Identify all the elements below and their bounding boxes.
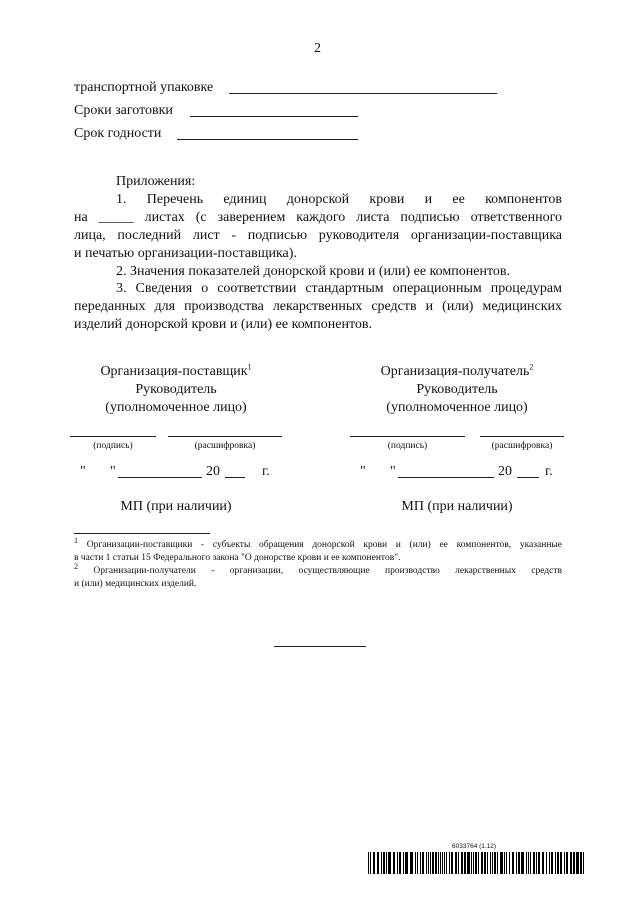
footnote-1-number: 1 bbox=[74, 535, 78, 545]
receiver-title-text: Организация-получатель bbox=[380, 364, 530, 379]
barcode-bar bbox=[560, 852, 562, 874]
supplier-stamp: МП (при наличии) bbox=[120, 499, 232, 514]
supplier-date-month-line bbox=[118, 477, 202, 478]
barcode-bar bbox=[518, 852, 520, 874]
barcode-bar bbox=[500, 852, 503, 874]
barcode-bar bbox=[430, 852, 431, 874]
attachment-1-line-2: на _____ листах (с заверением каждого листа подписью ответственного bbox=[74, 210, 562, 225]
barcode-bar bbox=[490, 852, 491, 874]
barcode-bar bbox=[481, 852, 483, 874]
barcode-bar bbox=[397, 852, 398, 874]
barcode-bar bbox=[446, 852, 447, 874]
barcode-bar bbox=[549, 852, 550, 874]
barcode-bar bbox=[583, 852, 584, 874]
barcode-bar bbox=[422, 852, 424, 874]
barcode-bar bbox=[546, 852, 547, 874]
expiry-line bbox=[177, 139, 358, 140]
barcode-bar bbox=[370, 852, 371, 874]
footnote-1-line-1 bbox=[74, 535, 563, 552]
attachment-1-line-1: 1. Перечень единиц донорской крови и ее компонентов bbox=[116, 192, 562, 207]
receiver-sign-label: (подпись) bbox=[387, 441, 428, 451]
barcode-bar bbox=[383, 852, 385, 874]
barcode-bar bbox=[415, 852, 416, 874]
barcode-bar bbox=[564, 852, 565, 874]
attachment-3-line-3: изделий донорской крови и (или) ее компонентов. bbox=[74, 317, 373, 332]
receiver-decode-label: (расшифровка) bbox=[491, 441, 553, 451]
barcode-bar bbox=[504, 852, 505, 874]
receiver-date-quote-open: " bbox=[360, 464, 366, 479]
barcode-bar bbox=[551, 852, 553, 874]
supplier-role-note: (уполномоченное лицо) bbox=[105, 400, 247, 415]
barcode-bar bbox=[368, 852, 369, 874]
receiver-role-note: (уполномоченное лицо) bbox=[386, 400, 528, 415]
barcode-bar bbox=[555, 852, 556, 874]
receiver-stamp: МП (при наличии) bbox=[401, 499, 513, 514]
barcode-bar bbox=[442, 852, 443, 874]
footnote-2-line-2: и (или) медицинских изделий. bbox=[74, 579, 197, 589]
page-number: 2 bbox=[314, 41, 321, 56]
barcode-bar bbox=[492, 852, 493, 874]
supplier-date-quote-open: " bbox=[80, 464, 86, 479]
footnote-separator bbox=[74, 533, 210, 534]
barcode-bar bbox=[426, 852, 427, 874]
barcode-bar bbox=[444, 852, 445, 874]
barcode-bar bbox=[435, 852, 437, 874]
attachment-3-line-1: 3. Сведения о соответствии стандартным операционным процедурам bbox=[116, 281, 562, 296]
barcode-bar bbox=[449, 852, 450, 874]
barcode-bar bbox=[497, 852, 498, 874]
transport-label: транспортной упаковке bbox=[74, 80, 214, 95]
procurement-line bbox=[190, 116, 358, 117]
end-rule bbox=[274, 646, 366, 647]
barcode-bar bbox=[484, 852, 486, 874]
expiry-label: Срок годности bbox=[74, 126, 162, 141]
barcode-bar bbox=[580, 852, 582, 874]
footnote-1-line-2: в части 1 статьи 15 Федерального закона "О донорстве крови и ее компонентов". bbox=[74, 553, 401, 563]
supplier-sign-line bbox=[70, 436, 156, 437]
supplier-decode-line bbox=[168, 436, 282, 437]
barcode-bar bbox=[538, 852, 540, 874]
barcode-bar bbox=[393, 852, 395, 874]
barcode-bar bbox=[405, 852, 408, 874]
barcode-bar bbox=[420, 852, 421, 874]
barcode-bar bbox=[576, 852, 579, 874]
supplier-decode-label: (расшифровка) bbox=[194, 441, 256, 451]
barcode-bar bbox=[471, 852, 472, 874]
attachment-2: 2. Значения показателей донорской крови и (или) ее компонентов. bbox=[116, 264, 510, 279]
receiver-sign-line bbox=[350, 436, 465, 437]
barcode-bar bbox=[533, 852, 535, 874]
barcode-bar bbox=[373, 852, 375, 874]
barcode-bar bbox=[570, 852, 572, 874]
supplier-date-suffix: г. bbox=[262, 464, 270, 479]
receiver-date-suffix: г. bbox=[545, 464, 553, 479]
receiver-date-quote-close: " bbox=[390, 464, 396, 479]
supplier-date-year-line bbox=[225, 477, 245, 478]
supplier-title bbox=[70, 363, 282, 381]
barcode-bar bbox=[536, 852, 537, 874]
barcode-bar bbox=[432, 852, 434, 874]
barcode-image bbox=[368, 852, 586, 874]
barcode-bar bbox=[530, 852, 531, 874]
barcode-bar bbox=[506, 852, 507, 874]
supplier-date-year: 20 bbox=[206, 464, 220, 479]
supplier-date-quote-close: " bbox=[110, 464, 116, 479]
receiver-role: Руководитель bbox=[416, 382, 498, 397]
barcode-bar bbox=[399, 852, 401, 874]
barcode-bar bbox=[410, 852, 413, 874]
receiver-date-year-line bbox=[517, 477, 539, 478]
footnote-2-text: Организации-получатели - организации, осуществляющие производство лекарственных средств bbox=[93, 566, 562, 576]
receiver-date-month-line bbox=[398, 477, 494, 478]
footnote-1-text: Организации-поставщики - субъекты обращения донорской крови и (или) ее компонентов, указанные bbox=[86, 540, 563, 550]
supplier-title-text: Организация-поставщик bbox=[100, 364, 248, 379]
barcode-bar bbox=[509, 852, 510, 874]
barcode-bar bbox=[557, 852, 559, 874]
footnote-2-number: 2 bbox=[74, 561, 78, 571]
barcode-bar bbox=[516, 852, 517, 874]
barcode-bar bbox=[417, 852, 418, 874]
barcode-bar bbox=[386, 852, 387, 874]
barcode-bar bbox=[455, 852, 457, 874]
supplier-sign-label: (подпись) bbox=[93, 441, 133, 451]
barcode-bar bbox=[438, 852, 439, 874]
receiver-decode-line bbox=[480, 436, 564, 437]
barcode-bar bbox=[467, 852, 470, 874]
barcode-bar bbox=[526, 852, 527, 874]
barcode-bar bbox=[440, 852, 441, 874]
supplier-role: Руководитель bbox=[135, 382, 217, 397]
barcode-bar bbox=[464, 852, 466, 874]
barcode-bar bbox=[542, 852, 544, 874]
attachment-1-line-3: лица, последний лист - подписью руководителя организации-поставщика bbox=[74, 228, 562, 243]
barcode-bar bbox=[494, 852, 496, 874]
barcode-bar bbox=[461, 852, 463, 874]
barcode-bar bbox=[458, 852, 459, 874]
attachment-1-line-4: и печатью организации-поставщика). bbox=[74, 246, 297, 261]
barcode-bar bbox=[573, 852, 575, 874]
barcode-bar bbox=[478, 852, 479, 874]
receiver-date-year: 20 bbox=[498, 464, 512, 479]
barcode-bar bbox=[487, 852, 488, 874]
barcode-bar bbox=[451, 852, 453, 874]
receiver-title bbox=[350, 363, 564, 381]
barcode-bar bbox=[428, 852, 429, 874]
barcode-bar bbox=[528, 852, 529, 874]
barcode-bar bbox=[512, 852, 514, 874]
transport-line bbox=[229, 93, 497, 94]
footnote-2-line-1 bbox=[74, 561, 562, 578]
barcode-bar bbox=[403, 852, 404, 874]
receiver-footnote-ref: 2 bbox=[529, 362, 534, 372]
barcode-caption: 6033764 (1.12) bbox=[452, 843, 497, 850]
barcode-bar bbox=[381, 852, 382, 874]
barcode-bar bbox=[388, 852, 391, 874]
barcode-bar bbox=[473, 852, 474, 874]
attachments-heading: Приложения: bbox=[116, 174, 196, 189]
barcode-bar bbox=[377, 852, 379, 874]
barcode-bar bbox=[475, 852, 477, 874]
attachment-3-line-2: переданных для производства лекарственных средств и (или) медицинских bbox=[74, 299, 562, 314]
barcode-bar bbox=[521, 852, 524, 874]
procurement-label: Сроки заготовки bbox=[74, 103, 173, 118]
barcode-bar bbox=[566, 852, 568, 874]
supplier-footnote-ref: 1 bbox=[247, 362, 252, 372]
